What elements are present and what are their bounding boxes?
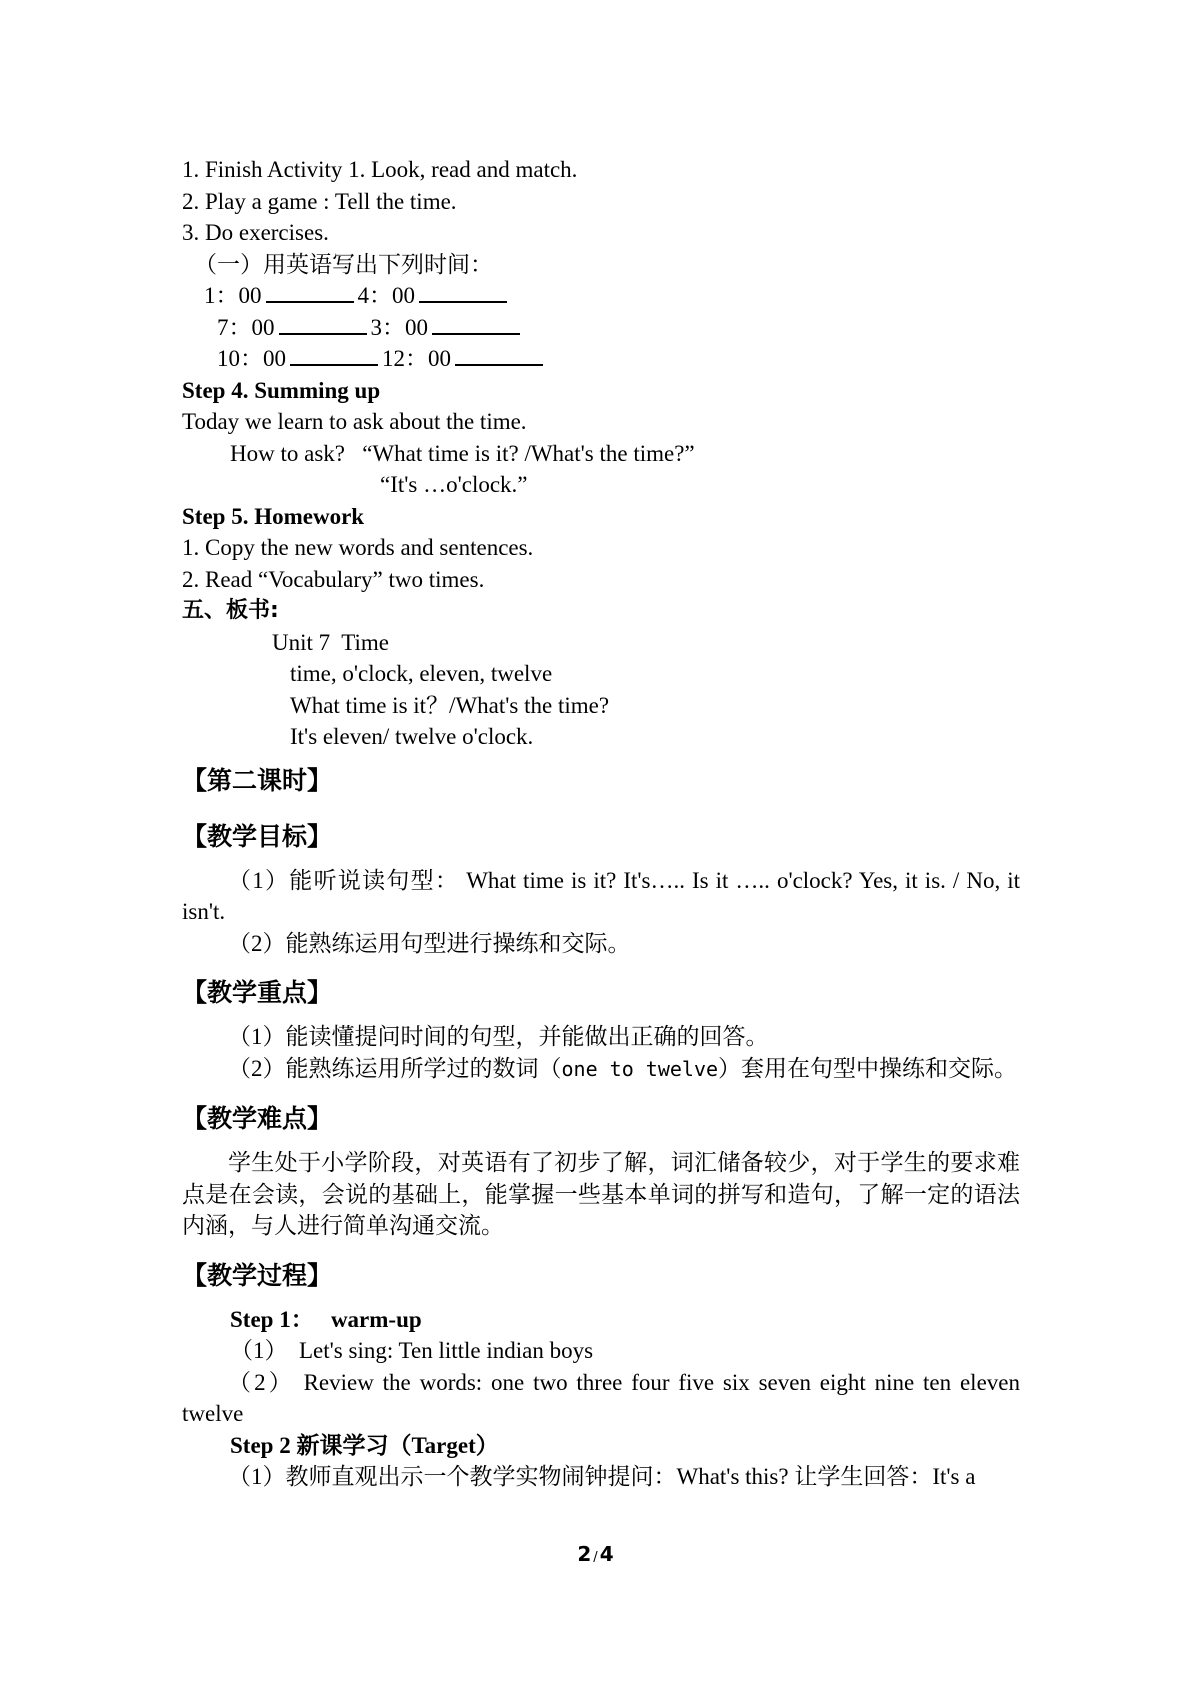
answer-blank xyxy=(290,343,378,366)
answer-blank xyxy=(419,280,507,303)
page-number xyxy=(0,1542,1191,1566)
step1-item-1: （1） Let's sing: Ten little indian boys xyxy=(230,1338,594,1363)
board-line-3: It's eleven/ twelve o'clock. xyxy=(290,724,534,749)
key-points-p2-numbers: one to twelve xyxy=(561,1056,719,1081)
time-label: 1：00 xyxy=(204,283,262,308)
step4-line-1: Today we learn to ask about the time. xyxy=(182,409,527,434)
step4-line-2: How to ask? “What time is it? /What's the time?” xyxy=(230,440,695,466)
key-points-p2 xyxy=(182,1053,1020,1086)
step2-title: Step 2 新课学习（Target） xyxy=(230,1432,499,1458)
board-unit: Unit 7 Time xyxy=(272,629,389,655)
step5-line-1: 1. Copy the new words and sentences. xyxy=(182,535,534,560)
page-current: 2 xyxy=(577,1542,592,1566)
time-label: 3：00 xyxy=(370,314,428,340)
activity-line-2: 2. Play a game : Tell the time. xyxy=(182,188,457,214)
key-points-p2-a: （2）能熟练运用所学过的数词（ xyxy=(228,1055,562,1081)
key-points-heading: 【教学重点】 xyxy=(182,978,333,1007)
exercise-title: （一）用英语写出下列时间： xyxy=(194,251,493,277)
activity-line-1: 1. Finish Activity 1. Look, read and match. xyxy=(182,157,578,182)
lesson2-heading: 【第二课时】 xyxy=(182,765,333,795)
difficulties-p1: 学生处于小学阶段，对英语有了初步了解，词汇储备较少，对于学生的要求难点是在会读，会说的基础上，能掌握一些基本单词的拼写和造句，了解一定的语法内涵，与人进行简单沟通交流。 xyxy=(182,1150,1020,1238)
objectives-heading: 【教学目标】 xyxy=(182,821,333,851)
objectives-p1: （1）能听说读句型： What time is it? It's….. Is it ….. o'clock? Yes, it is. / No, it isn't. xyxy=(182,867,1020,924)
exercise-row-3 xyxy=(182,343,1020,375)
page-content xyxy=(182,154,1020,1493)
board-line-2: What time is it？/What's the time? xyxy=(290,692,610,718)
activity-line-3: 3. Do exercises. xyxy=(182,220,329,245)
board-title: 五、板书: xyxy=(182,598,279,623)
step1-item-2: （2） Review the words: one two three four five six seven eight nine ten eleven twelve xyxy=(182,1369,1020,1426)
time-label: 12：00 xyxy=(382,346,451,371)
exercise-row-2 xyxy=(182,312,1020,344)
page-total: 4 xyxy=(599,1542,614,1566)
difficulties-heading: 【教学难点】 xyxy=(182,1104,333,1133)
process-heading: 【教学过程】 xyxy=(182,1260,333,1290)
time-label: 7：00 xyxy=(217,314,275,340)
page-separator: / xyxy=(593,1550,598,1565)
key-points-p2-b: ）套用在句型中操练和交际。 xyxy=(718,1055,1018,1081)
answer-blank xyxy=(432,312,520,335)
key-points-p1: （1）能读懂提问时间的句型，并能做出正确的回答。 xyxy=(228,1024,769,1049)
exercise-row-1 xyxy=(182,280,1020,312)
time-label: 4：00 xyxy=(357,283,415,308)
board-line-1: time, o'clock, eleven, twelve xyxy=(290,661,553,686)
step4-title: Step 4. Summing up xyxy=(182,377,381,403)
step2-item-1: （1）教师直观出示一个教学实物闹钟提问：What's this? 让学生回答：It's a xyxy=(228,1464,976,1489)
answer-blank xyxy=(279,312,367,335)
answer-blank xyxy=(455,343,543,366)
objectives-p2: （2）能熟练运用句型进行操练和交际。 xyxy=(228,930,631,956)
step1-title: Step 1： warm-up xyxy=(230,1306,422,1332)
step5-title: Step 5. Homework xyxy=(182,503,365,529)
time-label: 10：00 xyxy=(217,346,286,371)
step4-line-3: “It's …o'clock.” xyxy=(380,472,528,497)
answer-blank xyxy=(266,280,354,303)
step5-line-2: 2. Read “Vocabulary” two times. xyxy=(182,566,485,592)
